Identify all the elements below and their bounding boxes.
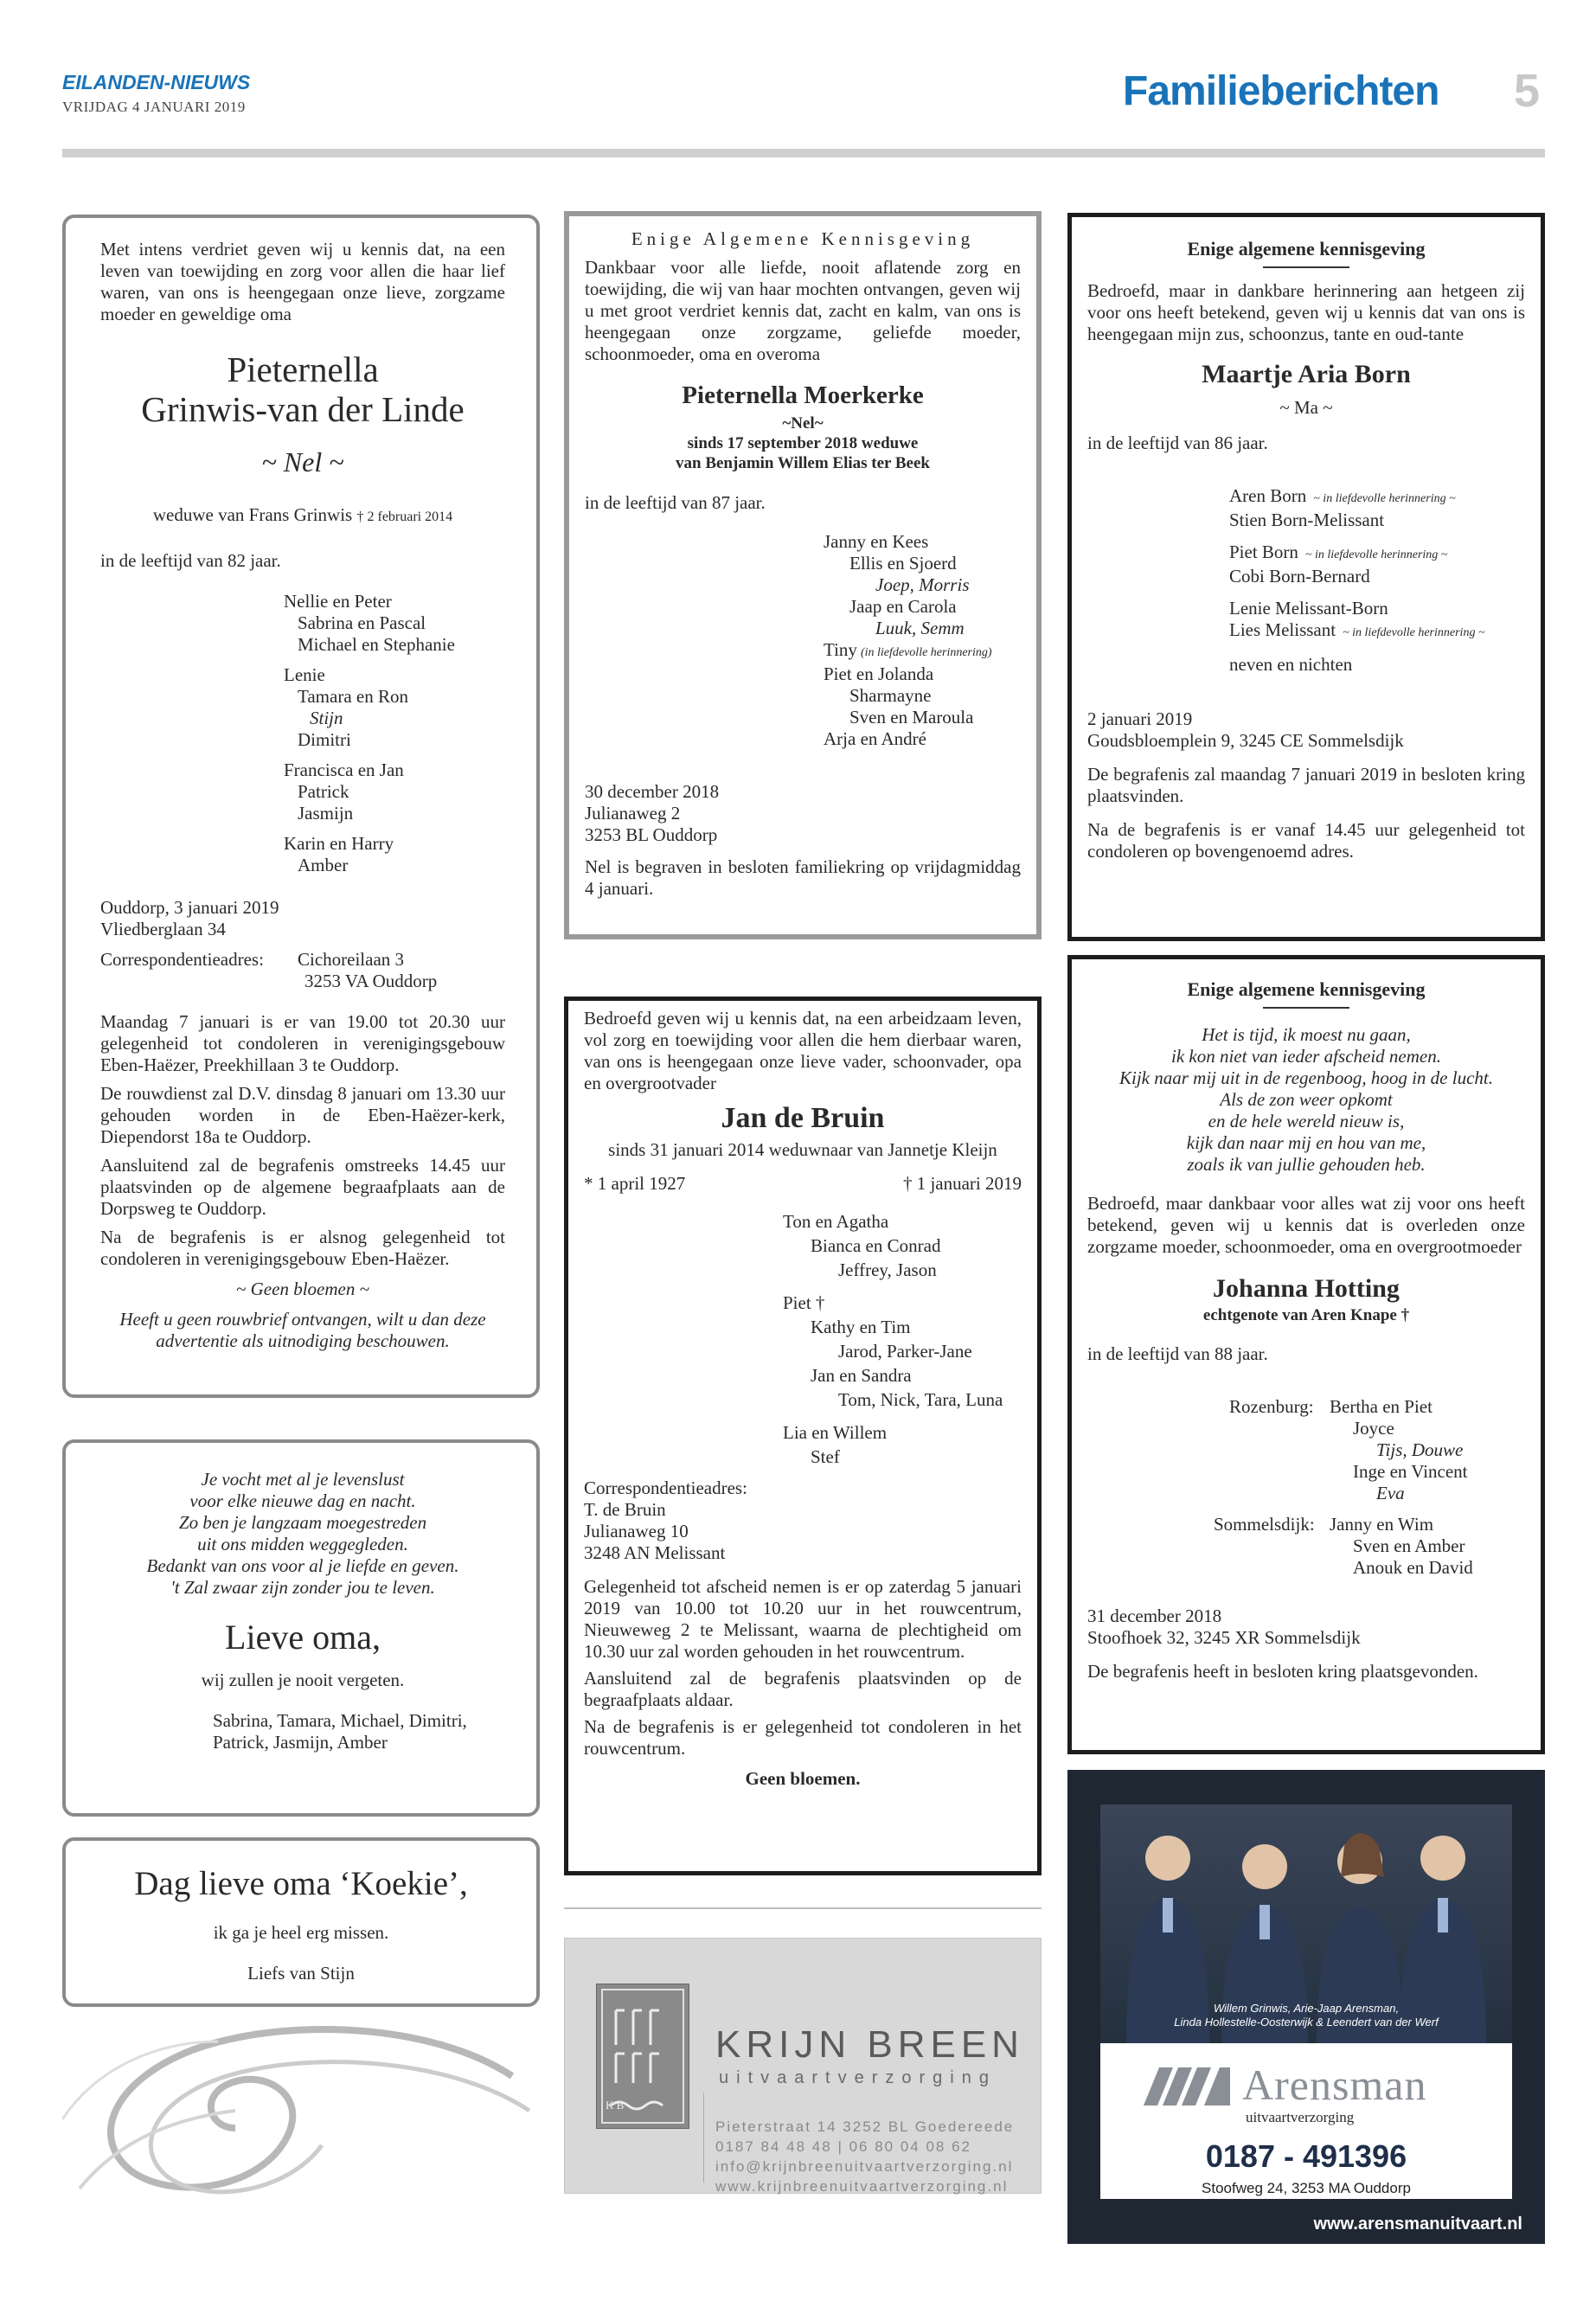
place-date: Ouddorp, 3 januari 2019 [100, 897, 279, 918]
burial-note: Nel is begraven in besloten familiekring op vrijdagmiddag 4 januari. [585, 856, 1021, 899]
widow-since: sinds 17 september 2018 weduwe [687, 434, 919, 452]
notice-heading: Enige Algemene Kennisgeving [631, 228, 975, 249]
phones: 0187 84 48 48 | 06 80 04 08 62 [715, 2138, 972, 2155]
family-member [824, 574, 1021, 596]
section-title: Familieberichten [1123, 68, 1439, 114]
family-member [824, 531, 1021, 553]
rozenburg-label: Rozenburg: [1229, 1396, 1314, 1417]
email: info@krijnbreenuitvaartverzorging.nl [715, 2158, 1014, 2175]
family-group [284, 760, 505, 824]
after-burial-text: Na de begrafenis is er alsnog gelegenheid tot condoleren in verenigingsgebouw Eben-Haëzer. [100, 1227, 505, 1269]
funeral-text: De begrafenis zal maandag 7 januari 2019 in besloten kring plaatsvinden. [1087, 764, 1525, 806]
family-member: Sabrina en Pascal [298, 612, 426, 633]
family-member: Jarod, Parker-Jane [838, 1341, 972, 1362]
poem-line: 't Zal zwaar zijn zonder jou te leven. [170, 1577, 435, 1598]
rozenburg-group [1087, 1396, 1525, 1514]
family-member [824, 685, 1021, 707]
newspaper-logo: EILANDEN-NIEUWS [62, 71, 251, 93]
burial-text: Aansluitend zal de begrafenis plaatsvinden op de begraafplaats aldaar. [584, 1668, 1022, 1710]
sommelsdijk-label: Sommelsdijk: [1214, 1514, 1315, 1535]
memorial-note: (in liefdevolle herinnering) [860, 646, 992, 659]
family-member [1229, 485, 1525, 510]
family-member: Jasmijn [298, 803, 354, 824]
family-member-name: Sven en Maroula [849, 707, 974, 727]
koekie-sign: Liefs van Stijn [247, 1963, 355, 1984]
krijn-breen-logo-mark [596, 1984, 689, 2129]
family-member [1229, 566, 1525, 587]
poem-line: Als de zon weer opkomt [1220, 1089, 1393, 1110]
intro-text: Dankbaar voor alle liefde, nooit aflatende zorg en toewijding, die wij van haar mochten ontvangen, geven wij u met groot verdriet kennis dat, zacht en kalm, van ons is heengegaan onze zorgzame, geliefde moeder, schoonmoeder, oma en overoma [585, 257, 1021, 364]
family-member [783, 1282, 1022, 1291]
family-member-name: Jaap en Carola [849, 596, 957, 617]
family-member-name: Ellis en Sjoerd [849, 553, 957, 574]
family-group [284, 833, 505, 876]
family-member [824, 553, 1021, 574]
family-member-name: Joep, Morris [875, 574, 970, 595]
correspondence-street: Cichoreilaan 3 [298, 949, 405, 970]
nickname: ~ Ma ~ [1279, 397, 1333, 418]
memorial-lieve-oma [62, 1439, 540, 1817]
street: Julianaweg 2 [585, 803, 681, 824]
correspondence-city: 3253 VA Ouddorp [304, 971, 438, 991]
correspondence-label: Correspondentieadres: [100, 949, 264, 970]
no-flowers: ~ Geen bloemen ~ [236, 1279, 369, 1299]
poem-line: Zo ben je langzaam moegestreden [178, 1512, 427, 1533]
family-member: Tamara en Ron [298, 686, 408, 707]
heading-rule [1263, 266, 1349, 268]
deceased-name: Pieternella [227, 349, 379, 389]
column-rule [564, 1907, 1042, 1909]
family-member: Inge en Vincent [1353, 1461, 1468, 1482]
family-member-name: Lenie Melissant-Born [1229, 598, 1388, 619]
memorial-title: Lieve oma, [225, 1618, 381, 1657]
family-member [824, 728, 1021, 750]
intro-text: Bedroefd, maar in dankbare herinnering aan hetgeen zij voor ons heeft betekend, geven wij u kennis dat van ons is heengegaan mijn zus, schoonzus, tante en oud-tante [1087, 280, 1525, 344]
heading-rule [1263, 1007, 1349, 1009]
ad-krijn-breen [564, 1938, 1042, 2194]
widow-text: weduwe van Frans Grinwis [152, 504, 353, 525]
deceased-name: Pieternella Moerkerke [682, 381, 924, 409]
address: Stoofweg 24, 3253 MA Ouddorp [1202, 2180, 1411, 2196]
age-text: in de leeftijd van 86 jaar. [1087, 433, 1268, 453]
intro-text: Bedroefd geven wij u kennis dat, na een arbeidzaam leven, vol zorg en toewijding voor allen die hem dierbaar waren, van ons is heengegaan onze lieve vader, schoonvader, opa en overgrootvader [584, 1008, 1022, 1093]
family-member [824, 707, 1021, 728]
condolence-text: Maandag 7 januari is er van 19.00 tot 20.30 uur gelegenheid tot condoleren in verenigingsgebouw Eben-Haëzer, Preekhillaan 3 te Ouddorp. [100, 1011, 505, 1075]
family-member: Sven en Amber [1353, 1535, 1465, 1556]
ad-arensman [1067, 1770, 1545, 2244]
notice-date: 2 januari 2019 [1087, 708, 1193, 729]
sommelsdijk-group [1087, 1514, 1525, 1586]
notice-date: 31 december 2018 [1087, 1606, 1222, 1626]
decorative-swirl [62, 2016, 547, 2206]
correspondence-street: Julianaweg 10 [584, 1521, 689, 1541]
family-member [1229, 619, 1525, 644]
family-member-name: Piet en Jolanda [824, 663, 934, 684]
city: 3253 BL Ouddorp [585, 824, 718, 845]
family-member: Tijs, Douwe [1376, 1439, 1464, 1460]
poem-line: Het is tijd, ik moest nu gaan, [1202, 1024, 1411, 1045]
poem [100, 1469, 505, 1599]
correspondence-city: 3248 AN Melissant [584, 1542, 726, 1563]
address: Stoofhoek 32, 3245 XR Sommelsdijk [1087, 1627, 1361, 1648]
memorial-koekie [62, 1837, 540, 2007]
header-rule [62, 149, 1545, 157]
family-member: Eva [1376, 1483, 1405, 1503]
family-member-name: Arja en André [824, 728, 926, 749]
memorial-note: ~ in liefdevolle herinnering ~ [1304, 548, 1448, 561]
poem [1087, 1024, 1525, 1176]
family-member: Stef [811, 1446, 840, 1467]
family-list [824, 531, 1021, 750]
obituary-grinwis [62, 215, 540, 1398]
family-member: Dimitri [298, 729, 351, 750]
family-member-name: Cobi Born-Bernard [1229, 566, 1370, 586]
poem-line: Kijk naar mij uit in de regenboog, hoog in de lucht. [1118, 1067, 1493, 1088]
family-member-name: Aren Born [1229, 485, 1307, 506]
obituary-de-bruin [564, 997, 1042, 1875]
family-list [783, 1209, 1022, 1469]
burial-note: De begrafenis heeft in besloten kring plaatsgevonden. [1087, 1661, 1478, 1682]
phone-number: 0187 - 491396 [1205, 2138, 1407, 2174]
notice-date: 30 december 2018 [585, 781, 720, 802]
intro-text: Met intens verdriet geven wij u kennis dat, na een leven van toewijding en zorg voor allen die haar lief waren, van ons is heengegaan onze lieve, zorgzame moeder en geweldige oma [100, 239, 505, 324]
poem-line: Je vocht met al je levenslust [201, 1469, 405, 1490]
team-photo [1100, 1804, 1512, 2043]
photo-caption-line1: Willem Grinwis, Arie-Jaap Arensman, [1213, 2002, 1400, 2015]
farewell-text: Gelegenheid tot afscheid nemen is er op zaterdag 5 januari 2019 van 10.00 tot 10.20 uur in het rouwcentrum, Nieuweweg 2 te Melissant, waarna de plechtigheid om 10.30 uur zal worden gehouden in het rouwcentrum. [584, 1576, 1022, 1662]
koekie-title: Dag lieve oma ‘Koekie’, [134, 1865, 468, 1902]
address: Pieterstraat 14 3252 BL Goedereede [715, 2118, 1015, 2135]
page-number: 5 [1514, 65, 1541, 117]
website: www.arensmanuitvaart.nl [1313, 2214, 1522, 2234]
photo-caption-line2: Linda Hollestelle-Oosterwijk & Leendert van der Werf [1174, 2016, 1439, 2029]
family-member: Bianca en Conrad [811, 1235, 941, 1256]
grandchildren-names: Sabrina, Tamara, Michael, Dimitri, Patrick, Jasmijn, Amber [213, 1710, 467, 1753]
family-member [824, 618, 1021, 639]
website: www.krijnbreenuitvaartverzorging.nl [715, 2178, 1009, 2195]
spacer [1229, 587, 1525, 598]
family-member-name: Janny en Kees [824, 531, 929, 552]
no-flowers: Geen bloemen. [745, 1768, 861, 1789]
brand-name: KRIJN BREEN [715, 2023, 1024, 2066]
memorial-line: wij zullen je nooit vergeten. [201, 1670, 405, 1690]
memorial-note: ~ in liefdevolle herinnering ~ [1313, 492, 1456, 505]
spouse-text: echtgenote van Aren Knape † [1202, 1306, 1410, 1324]
family-member-name: neven en nichten [1229, 654, 1353, 675]
family-member: Karin en Harry [284, 833, 394, 854]
brand-sub: uitvaartverzorging [719, 2068, 997, 2087]
burial-text: Aansluitend zal de begrafenis omstreeks 14.45 uur plaatsvinden op de algemene begraafplaats aan de Dorpsweg te Ouddorp. [100, 1155, 505, 1219]
family-member-name: Stien Born-Melissant [1229, 510, 1385, 530]
condolence-text: Na de begrafenis is er gelegenheid tot condoleren in het rouwcentrum. [584, 1716, 1022, 1759]
family-member [1229, 654, 1525, 676]
koekie-line: ik ga je heel erg missen. [213, 1922, 389, 1943]
service-text: De rouwdienst zal D.V. dinsdag 8 januari om 13.30 uur gehouden worden in de Eben-Haëzer-kerk, Diependorst 18a te Ouddorp. [100, 1083, 505, 1147]
family-member [1229, 542, 1525, 566]
invitation-note: Heeft u geen rouwbrief ontvangen, wilt u dan deze advertentie als uitnodiging beschouwen. [119, 1309, 486, 1351]
condolence-text: Na de begrafenis is er vanaf 14.45 uur gelegenheid tot condoleren op bovengenoemd adres. [1087, 819, 1525, 862]
family-member: Piet † [783, 1292, 825, 1313]
deceased-name: Maartje Aria Born [1202, 360, 1411, 388]
deceased-name: Johanna Hotting [1213, 1274, 1400, 1303]
family-member-name: Luuk, Semm [875, 618, 965, 638]
issue-date: VRIJDAG 4 JANUARI 2019 [62, 99, 246, 115]
family-list [284, 591, 505, 876]
family-member [824, 596, 1021, 618]
family-member: Patrick [298, 781, 349, 802]
family-member [1229, 598, 1525, 619]
age-text: in de leeftijd van 88 jaar. [1087, 1343, 1268, 1364]
poem-line: ik kon niet van ieder afscheid nemen. [1171, 1046, 1441, 1067]
family-member [783, 1412, 1022, 1420]
family-member [1229, 510, 1525, 531]
poem-line: zoals ik van jullie gehouden heb. [1187, 1154, 1426, 1175]
family-member: Bertha en Piet [1330, 1396, 1433, 1417]
spacer [1229, 644, 1525, 654]
nickname: ~Nel~ [782, 414, 824, 433]
family-member: Michael en Stephanie [298, 634, 455, 655]
memorial-note: ~ in liefdevolle herinnering ~ [1343, 626, 1485, 639]
death-date: † 1 januari 2019 [902, 1173, 1022, 1194]
family-member: Stijn [310, 708, 343, 728]
family-group [284, 664, 505, 751]
family-member: Lenie [284, 664, 325, 685]
arensman-logo-icon [1144, 2067, 1230, 2106]
family-member-name: Piet Born [1229, 542, 1298, 562]
family-member-name: Tiny [824, 639, 857, 660]
family-member: Jeffrey, Jason [838, 1259, 937, 1280]
poem-line: kijk dan naar mij en hou van me, [1186, 1132, 1426, 1153]
widow-of: van Benjamin Willem Elias ter Beek [676, 454, 930, 472]
birth-date: * 1 april 1927 [584, 1173, 686, 1194]
family-member: Kathy en Tim [811, 1317, 911, 1337]
age-text: in de leeftijd van 82 jaar. [100, 550, 281, 571]
intro-text: Bedroefd, maar dankbaar voor alles wat zij voor ons heeft betekend, geven wij u kennis dat is overleden onze zorgzame moeder, schoonmoeder, oma en overgrootmoeder [1087, 1193, 1525, 1257]
family-member: Janny en Wim [1330, 1514, 1434, 1535]
poem-line: voor elke nieuwe dag en nacht. [189, 1490, 416, 1511]
family-member-name: Sharmayne [849, 685, 932, 706]
family-member: Joyce [1353, 1418, 1394, 1439]
divider [703, 2093, 704, 2182]
family-member [824, 663, 1021, 685]
rozenburg-list [1330, 1396, 1467, 1504]
poem-line: uit ons midden weggegleden. [197, 1534, 408, 1554]
obituary-hotting [1067, 955, 1545, 1754]
age-text: in de leeftijd van 87 jaar. [585, 492, 766, 513]
family-member-name: Lies Melissant [1229, 619, 1336, 640]
obituary-born [1067, 213, 1545, 941]
address: Goudsbloemplein 9, 3245 CE Sommelsdijk [1087, 730, 1404, 751]
poem-line: Bedankt van ons voor al je liefde en geven. [146, 1555, 459, 1576]
poem-line: en de hele wereld nieuw is, [1208, 1111, 1405, 1131]
notice-heading: Enige algemene kennisgeving [1187, 238, 1426, 260]
brand-name: Arensman [1242, 2061, 1427, 2109]
logo-initials: K B [606, 2099, 625, 2112]
widow-date: † 2 februari 2014 [356, 510, 453, 524]
family-member [824, 639, 1021, 663]
brand-sub: uitvaartverzorging [1246, 2109, 1355, 2125]
correspondence-label: Correspondentieadres: [584, 1477, 747, 1498]
family-list [1229, 485, 1525, 676]
obituary-moerkerke [564, 211, 1042, 939]
family-member: Francisca en Jan [284, 760, 404, 780]
family-member: Nellie en Peter [284, 591, 392, 612]
spacer [1229, 531, 1525, 542]
widower-since: sinds 31 januari 2014 weduwnaar van Jannetje Kleijn [608, 1139, 997, 1160]
nickname: ~ Nel ~ [261, 446, 344, 478]
family-group [284, 591, 505, 656]
family-member: Tom, Nick, Tara, Luna [838, 1389, 1003, 1410]
family-member: Ton en Agatha [783, 1211, 889, 1232]
notice-heading: Enige algemene kennisgeving [1187, 978, 1426, 1000]
sommelsdijk-list [1330, 1514, 1473, 1579]
family-member: Lia en Willem [783, 1422, 888, 1443]
deceased-surname: Grinwis-van der Linde [141, 389, 465, 429]
family-member: Jan en Sandra [811, 1365, 912, 1386]
correspondence-name: T. de Bruin [584, 1499, 666, 1520]
family-member: Anouk en David [1353, 1557, 1473, 1578]
deceased-name: Jan de Bruin [721, 1102, 885, 1134]
street: Vliedberglaan 34 [100, 919, 226, 939]
family-member: Amber [298, 855, 349, 875]
